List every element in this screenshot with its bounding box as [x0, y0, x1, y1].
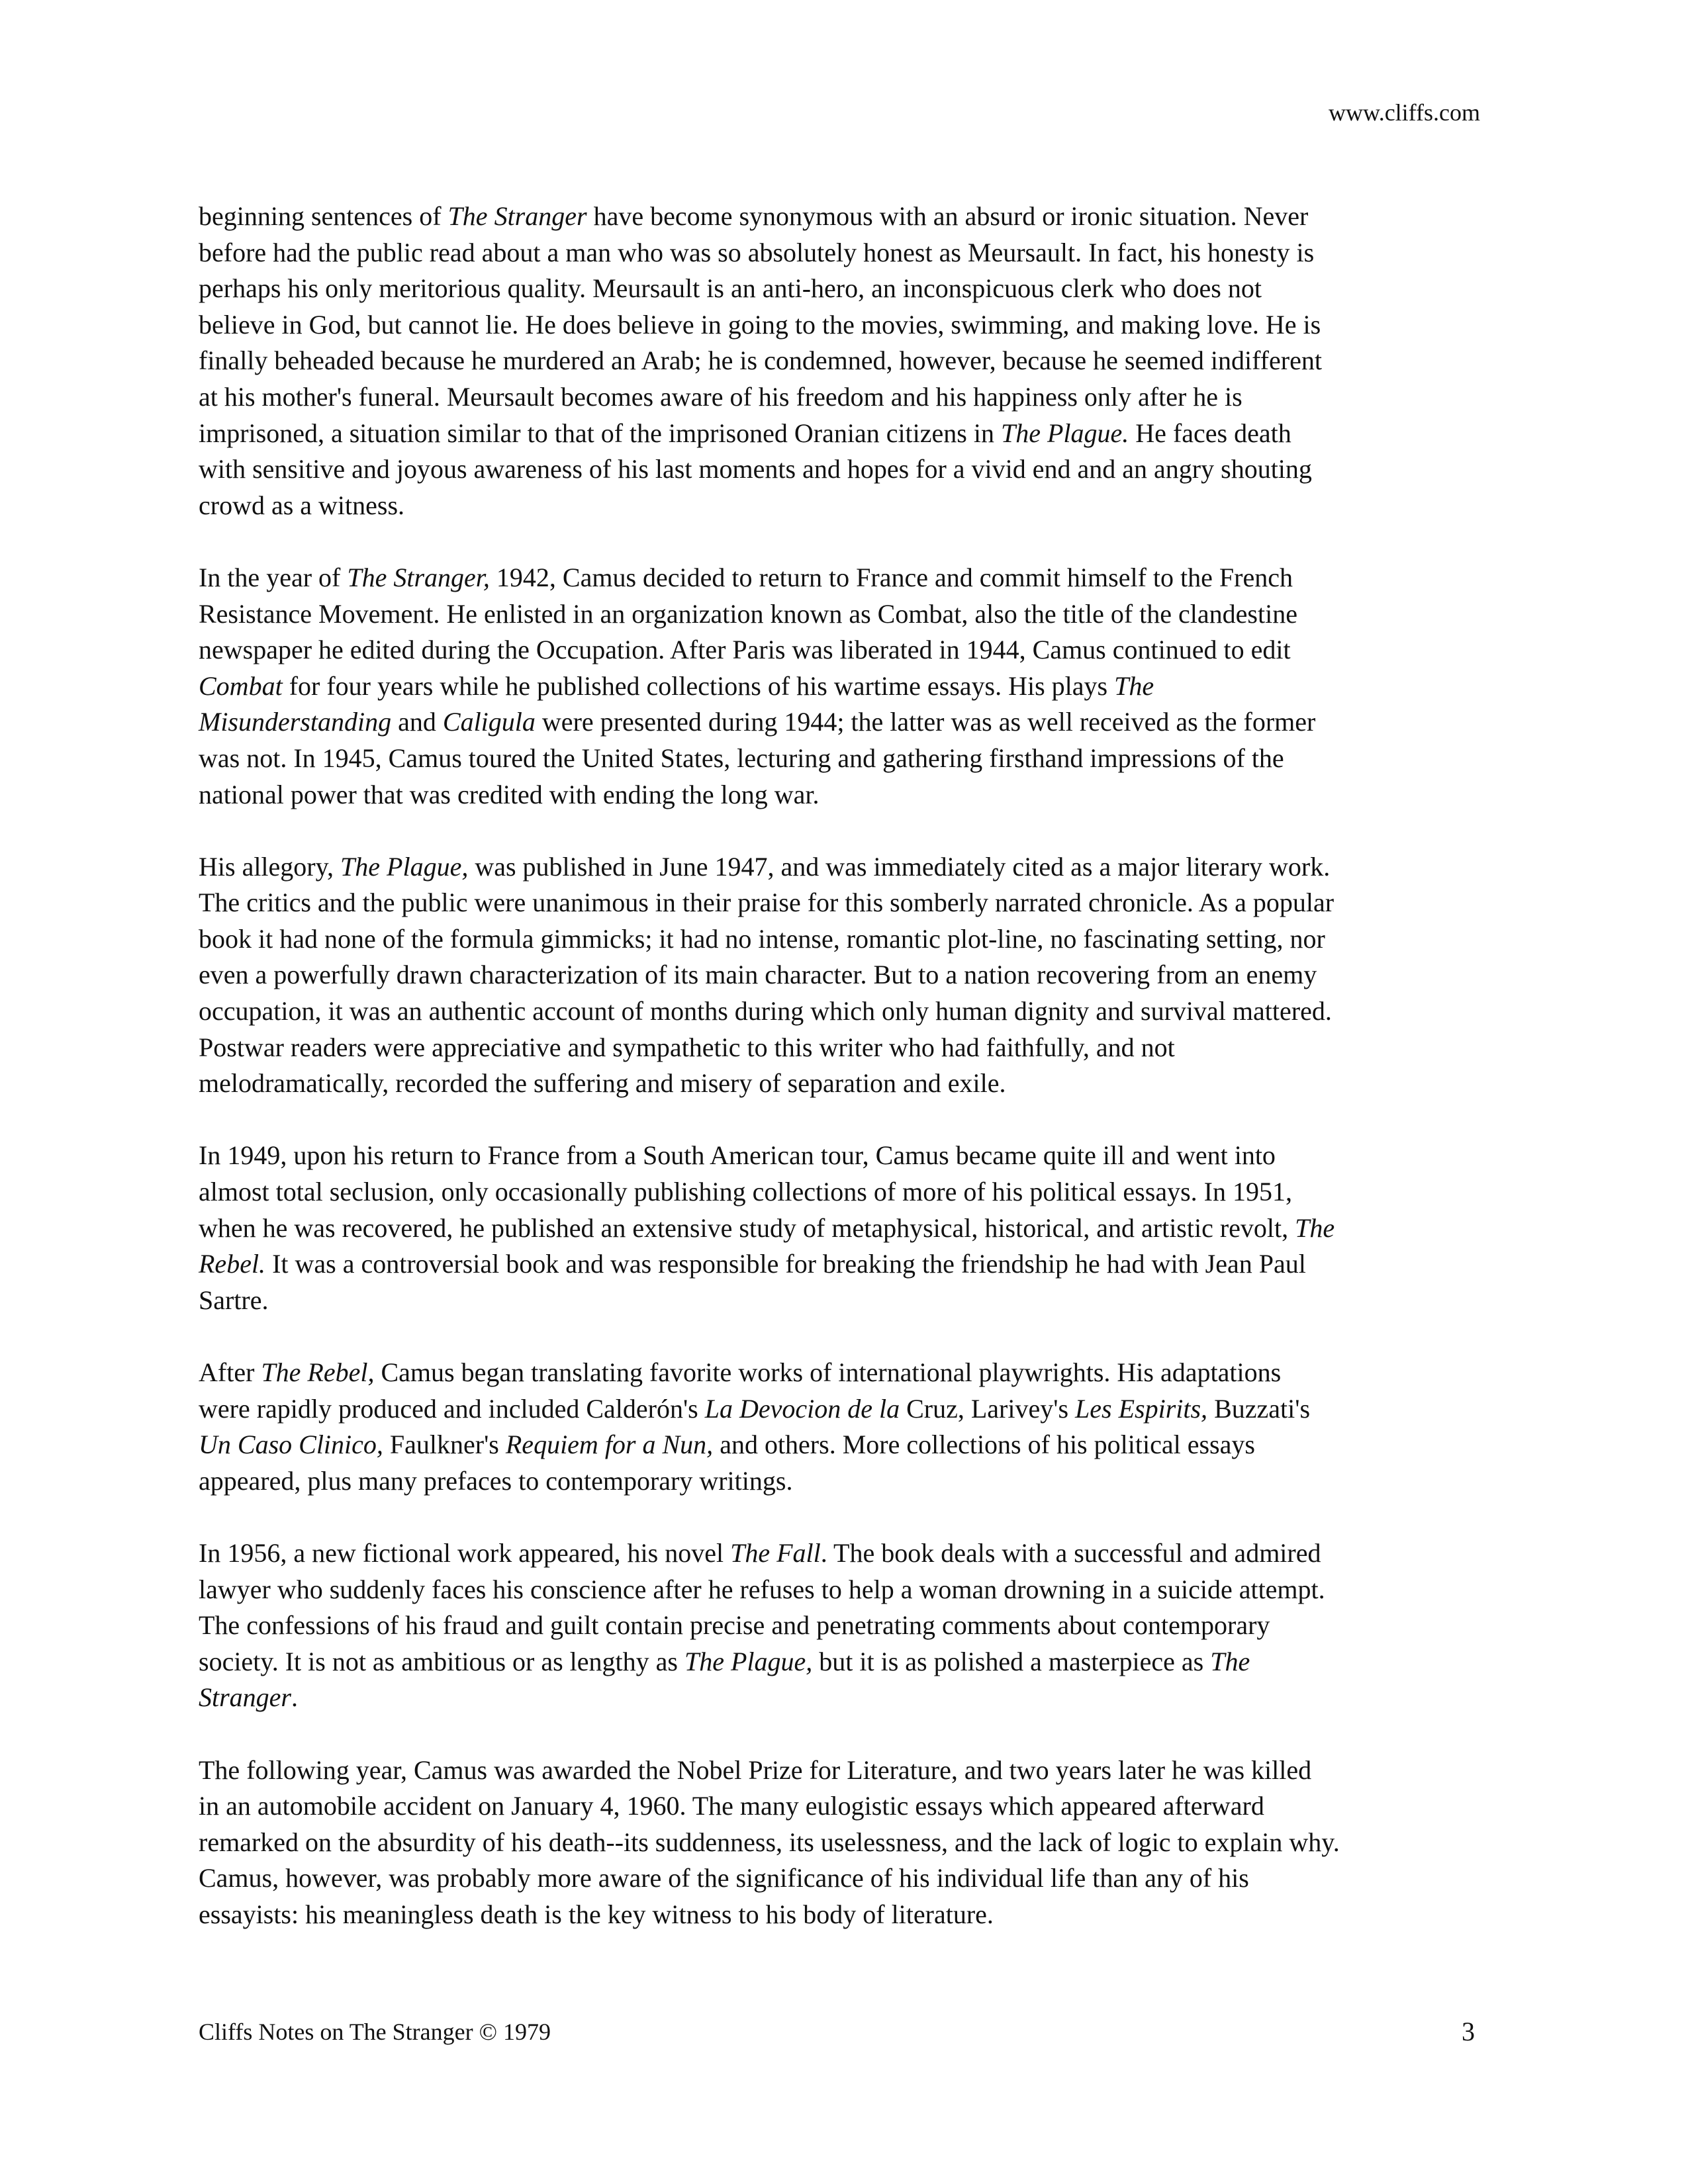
text-line: Combat for four years while he published collections of his wartime essays. His plays The: [199, 670, 1154, 701]
text-line: After The Rebel, Camus began translating favorite works of international playwrights. His adaptations: [199, 1357, 1282, 1387]
paragraph: [199, 199, 1496, 523]
italic-title: The Plague,: [684, 1646, 813, 1676]
text-line: Rebel. It was a controversial book and was responsible for breaking the friendship he had with Jean Paul: [199, 1249, 1306, 1279]
text-line: occupation, it was an authentic account of months during which only human dignity and survival mattered.: [199, 996, 1332, 1026]
italic-title: Combat: [199, 670, 283, 701]
text-line: The following year, Camus was awarded the Nobel Prize for Literature, and two years later he was killed: [199, 1754, 1312, 1785]
text-line: society. It is not as ambitious or as lengthy as The Plague, but it is as polished a masterpiece as The: [199, 1646, 1250, 1676]
italic-title: The Plague,: [340, 851, 469, 882]
text-line: perhaps his only meritorious quality. Meursault is an anti-hero, an inconspicuous clerk who does not: [199, 273, 1262, 304]
text-line: at his mother's funeral. Meursault becomes aware of his freedom and his happiness only after he is: [199, 381, 1243, 412]
text-line: finally beheaded because he murdered an Arab; he is condemned, however, because he seemed indifferent: [199, 345, 1322, 376]
text-line: lawyer who suddenly faces his conscience after he refuses to help a woman drowning in a suicide attempt.: [199, 1574, 1325, 1604]
italic-title: The Stranger: [447, 201, 587, 231]
text-line: beginning sentences of The Stranger have become synonymous with an absurd or ironic situation. Never: [199, 201, 1309, 231]
italic-title: Stranger: [199, 1682, 291, 1713]
paragraph: [199, 849, 1496, 1102]
paragraph: [199, 1138, 1496, 1318]
italic-title: The: [1210, 1646, 1250, 1676]
text-line: with sensitive and joyous awareness of his last moments and hopes for a vivid end and an angry shouting: [199, 454, 1312, 484]
paragraph: [199, 1752, 1496, 1933]
paragraph: [199, 560, 1496, 813]
text-line: even a powerfully drawn characterization of its main character. But to a nation recovering from an enemy: [199, 960, 1317, 990]
text-line: Stranger.: [199, 1682, 298, 1713]
italic-title: Les Espirits,: [1075, 1393, 1208, 1424]
header-url: www.cliffs.com: [1329, 99, 1480, 126]
text-line: The confessions of his fraud and guilt contain precise and penetrating comments about contemporary: [199, 1610, 1270, 1641]
text-line: were rapidly produced and included Calderón's La Devocion de la Cruz, Larivey's Les Espirits, Buzzati's: [199, 1393, 1311, 1424]
text-line: Un Caso Clinico, Faulkner's Requiem for a Nun, and others. More collections of his political essays: [199, 1430, 1255, 1460]
page-number: 3: [1462, 2017, 1475, 2046]
text-line: melodramatically, recorded the suffering and misery of separation and exile.: [199, 1068, 1006, 1099]
paragraph: [199, 1355, 1496, 1499]
text-line: before had the public read about a man who was so absolutely honest as Meursault. In fact, his honesty is: [199, 237, 1315, 267]
text-line: in an automobile accident on January 4, 1960. The many eulogistic essays which appeared afterward: [199, 1791, 1264, 1821]
italic-title: Un Caso Clinico,: [199, 1430, 383, 1460]
italic-title: Rebel.: [199, 1249, 266, 1279]
italic-title: The Rebel,: [261, 1357, 375, 1387]
text-line: In 1949, upon his return to France from a South American tour, Camus became quite ill and went into: [199, 1140, 1276, 1171]
text-line: Resistance Movement. He enlisted in an organization known as Combat, also the title of the clandestine: [199, 598, 1297, 629]
text-line: Sartre.: [199, 1285, 269, 1315]
italic-title: The Fall: [730, 1537, 821, 1568]
text-line: In 1956, a new fictional work appeared, his novel The Fall. The book deals with a successful and admired: [199, 1537, 1321, 1568]
text-line: essayists: his meaningless death is the key witness to his body of literature.: [199, 1899, 994, 1929]
text-line: imprisoned, a situation similar to that of the imprisoned Oranian citizens in The Plague. He faces death: [199, 418, 1291, 448]
italic-title: Caligula: [442, 707, 536, 737]
text-line: The critics and the public were unanimous in their praise for this somberly narrated chronicle. As a popular: [199, 887, 1335, 918]
text-line: In the year of The Stranger, 1942, Camus decided to return to France and commit himself to the French: [199, 562, 1293, 592]
text-line: almost total seclusion, only occasionally publishing collections of more of his political essays. In 1951,: [199, 1177, 1292, 1207]
italic-title: La Devocion de la: [704, 1393, 900, 1424]
text-line: national power that was credited with ending the long war.: [199, 779, 820, 809]
text-line: newspaper he edited during the Occupation. After Paris was liberated in 1944, Camus continued to edit: [199, 635, 1291, 665]
text-line: crowd as a witness.: [199, 490, 405, 520]
paragraph: [199, 1535, 1496, 1716]
text-line: book it had none of the formula gimmicks; it had no intense, romantic plot-line, no fascinating setting, nor: [199, 923, 1325, 954]
text-line: believe in God, but cannot lie. He does believe in going to the movies, swimming, and making love. He is: [199, 309, 1321, 340]
text-line: remarked on the absurdity of his death--its suddenness, its uselessness, and the lack of logic to explain why.: [199, 1827, 1340, 1857]
italic-title: The Stranger,: [347, 562, 490, 592]
text-line: Postwar readers were appreciative and sympathetic to this writer who had faithfully, and not: [199, 1032, 1175, 1062]
italic-title: Misunderstanding: [199, 707, 392, 737]
text-line: Misunderstanding and Caligula were presented during 1944; the latter was as well received as the former: [199, 707, 1316, 737]
footer-source: Cliffs Notes on The Stranger © 1979: [199, 2019, 551, 2045]
italic-title: The Plague.: [1000, 418, 1129, 448]
text-line: appeared, plus many prefaces to contemporary writings.: [199, 1465, 793, 1496]
text-line: His allegory, The Plague, was published in June 1947, and was immediately cited as a major literary work.: [199, 851, 1331, 882]
italic-title: The: [1295, 1212, 1335, 1243]
text-line: was not. In 1945, Camus toured the United States, lecturing and gathering firsthand impressions of the: [199, 743, 1284, 773]
italic-title: Requiem for a Nun,: [505, 1430, 714, 1460]
text-line: when he was recovered, he published an extensive study of metaphysical, historical, and artistic revolt, The: [199, 1212, 1335, 1243]
document-body: [199, 199, 1496, 1969]
text-line: Camus, however, was probably more aware of the significance of his individual life than any of his: [199, 1863, 1249, 1893]
italic-title: The: [1114, 670, 1154, 701]
